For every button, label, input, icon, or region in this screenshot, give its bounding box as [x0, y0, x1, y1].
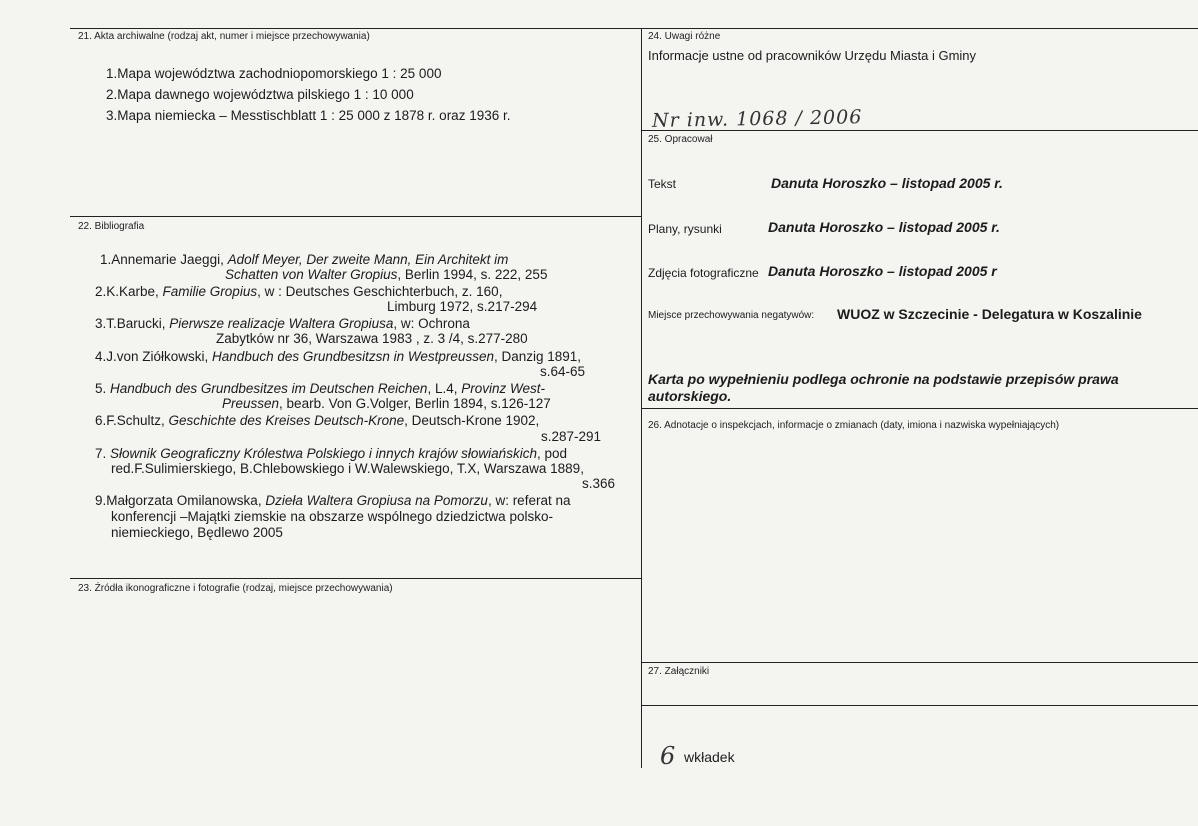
bibliography-item-9-line-2: konferencji –Majątki ziemskie na obszarze wspólnego dziedzictwa polsko- [111, 509, 553, 524]
bibliography-item-2-line-1: 2.K.Karbe, Familie Gropius, w : Deutsches Geschichterbuch, z. 160, [95, 284, 503, 299]
section-27-label: 27. Załączniki [648, 666, 710, 677]
remarks-text: Informacje ustne od pracowników Urzędu Miasta i Gminy [648, 48, 977, 63]
attachment-count: 6 [660, 742, 676, 770]
bibliography-item-2-line-2: Limburg 1972, s.217-294 [387, 299, 538, 314]
bibliography-item-5-line-1: 5. Handbuch des Grundbesitzes im Deutschen Reichen, L.4, Provinz West- [95, 381, 546, 396]
section-25-label: 25. Opracował [648, 134, 713, 145]
section-22-label: 22. Bibliografia [78, 221, 145, 232]
bibliography-item-9-line-1: 9.Małgorzata Omilanowska, Dzieła Waltera Gropiusa na Pomorzu, w: referat na [95, 493, 571, 508]
bibliography-item-3-line-2: Zabytków nr 36, Warszawa 1983 , z. 3 /4, s.277-280 [216, 331, 528, 346]
bibliography-item-4-line-2: s.64-65 [540, 364, 586, 379]
copyright-notice-line-1: Karta po wypełnieniu podlega ochronie na podstawie przepisów prawa [648, 371, 1119, 387]
negatives-location-label: Miejsce przechowywania negatywów: [648, 310, 815, 321]
tekst-label: Tekst [648, 177, 677, 191]
bibliography-item-7-line-3: s.366 [582, 476, 616, 491]
section-23-label: 23. Źródła ikonograficzne i fotografie (rodzaj, miejsce przechowywania) [78, 583, 393, 594]
section-21-label: 21. Akta archiwalne (rodzaj akt, numer i miejsce przechowywania) [78, 31, 370, 42]
zdjecia-author: Danuta Horoszko – listopad 2005 r [768, 263, 997, 279]
section-26-label: 26. Adnotacje o inspekcjach, informacje o zmianach (daty, imiona i nazwiska wypełniających) [648, 420, 1060, 431]
bibliography-item-7-line-1: 7. Słownik Geograficzny Królestwa Polskiego i innych krajów słowiańskich, pod [95, 446, 567, 461]
top-border [70, 28, 1198, 29]
bibliography-item-5-line-2: Preussen, bearb. Von G.Volger, Berlin 1894, s.126-127 [222, 396, 551, 411]
divider-22-23 [70, 578, 642, 579]
plany-author: Danuta Horoszko – listopad 2005 r. [768, 219, 1000, 235]
bibliography-item-6-line-2: s.287-291 [541, 429, 602, 444]
archive-item-1: 1.Mapa województwa zachodniopomorskiego 1 : 25 000 [106, 66, 442, 81]
copyright-notice-line-2: autorskiego. [648, 388, 732, 404]
archive-item-2: 2.Mapa dawnego województwa pilskiego 1 : 10 000 [106, 87, 414, 102]
bibliography-item-1-line-1: 1.Annemarie Jaeggi, Adolf Meyer, Der zweite Mann, Ein Architekt im [100, 252, 509, 267]
plany-label: Plany, rysunki [648, 222, 722, 236]
center-divider [641, 28, 642, 768]
negatives-location-value: WUOZ w Szczecinie - Delegatura w Koszalinie [837, 306, 1142, 322]
divider-26-27 [641, 662, 1198, 663]
bibliography-item-7-line-2: red.F.Sulimierskiego, B.Chlebowskiego i W.Walewskiego, T.X, Warszawa 1889, [111, 461, 584, 476]
section-24-label: 24. Uwagi różne [648, 31, 721, 42]
divider-21-22 [70, 216, 642, 217]
archive-item-3: 3.Mapa niemiecka – Messtischblatt 1 : 25 000 z 1878 r. oraz 1936 r. [106, 108, 511, 123]
bibliography-item-4-line-1: 4.J.von Ziółkowski, Handbuch des Grundbesitzsn in Westpreussen, Danzig 1891, [95, 349, 582, 364]
inventory-number-signature: Nr inw. 1068 / 2006 [651, 106, 863, 132]
tekst-author: Danuta Horoszko – listopad 2005 r. [771, 175, 1003, 191]
divider-25-26 [641, 408, 1198, 409]
attachment-text: wkładek [684, 749, 735, 765]
bibliography-item-1-line-2: Schatten von Walter Gropius, Berlin 1994, s. 222, 255 [225, 267, 548, 282]
bibliography-item-6-line-1: 6.F.Schultz, Geschichte des Kreises Deutsch-Krone, Deutsch-Krone 1902, [95, 413, 540, 428]
zdjecia-label: Zdjęcia fotograficzne [648, 266, 759, 280]
bibliography-item-9-line-3: niemieckiego, Będlewo 2005 [111, 525, 283, 540]
divider-27-inner [641, 705, 1198, 706]
bibliography-item-3-line-1: 3.T.Barucki, Pierwsze realizacje Waltera Gropiusa, w: Ochrona [95, 316, 470, 331]
